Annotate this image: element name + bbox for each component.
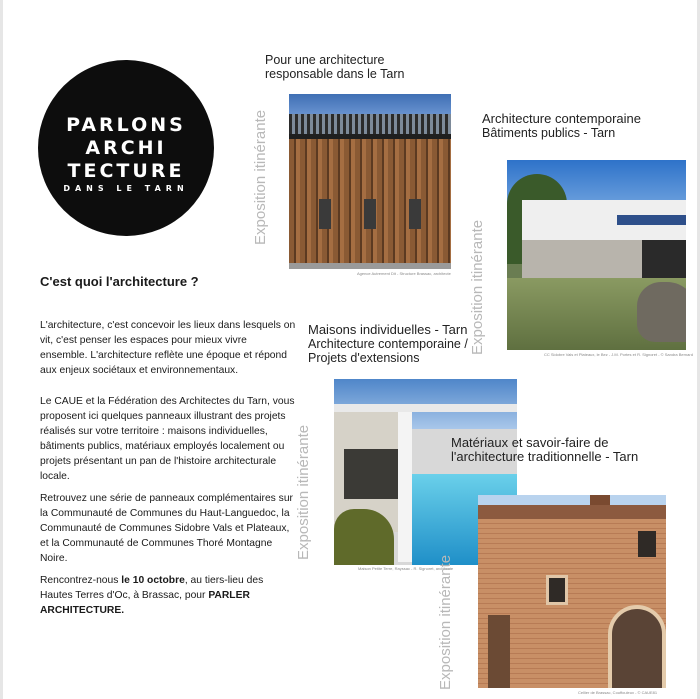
panel-3-title [308, 323, 468, 365]
panel-4-photo [478, 495, 666, 688]
panel-4-title [451, 436, 638, 464]
intro-paragraph-3: Retrouvez une série de panneaux complémentaires sur la Communauté de Communes du Haut-Languedoc, la Communauté de Communes Sidobre Vals et Plateaux, et la Communauté de Communes Thoré Montagne Noire. [40, 493, 293, 564]
panel-2-title-line-1: Architecture contemporaine [482, 111, 641, 126]
panel-3-title-line-1: Maisons individuelles - Tarn [308, 322, 468, 337]
intro-title: C'est quoi l'architecture ? [40, 274, 199, 289]
panel-2-vertical-label: Exposition itinérante [469, 219, 486, 355]
panel-4-title-line-1: Matériaux et savoir-faire de [451, 435, 609, 450]
panel-1-photo [289, 94, 451, 269]
panel-1-vertical-label: Exposition itinérante [252, 109, 269, 245]
intro-paragraph-1: L'architecture, c'est concevoir les lieux dans lesquels on vit, c'est penser les espaces pour mieux vivre ensemble. L'architecture reflète une époque et répond aux enjeux sociétaux et environnementaux. [40, 320, 296, 376]
left-edge [0, 0, 3, 699]
logo [38, 60, 214, 236]
panel-2-caption: CC Sidobre Vals et Plateaux, le Bez - J.M. Portes et R. Signoret - © Sandra Bernard [544, 352, 693, 357]
p4-mid: , au tiers-lieu des Hautes Terres d'Oc, à Brassac, pour [40, 575, 264, 601]
panel-3-caption: Maison Petite Terre, Rayssac - R. Signoret, architecte [358, 566, 454, 571]
panel-3-title-line-3: Projets d'extensions [308, 351, 420, 365]
panel-2-title [482, 112, 641, 140]
p4-pre: Rencontrez-nous [40, 575, 122, 586]
panel-4-caption: Cellier de Brassac, Couffouleux - © CAUE81 [578, 690, 658, 695]
panel-1-title-line-1: Pour une architecture [265, 53, 385, 67]
p4-end: PARLER ARCHITECTURE. [40, 590, 250, 616]
panel-3-vertical-label: Exposition itinérante [295, 424, 312, 560]
logo-line-4: DANS LE TARN [63, 184, 189, 193]
panel-2-title-line-2: Bâtiments publics - Tarn [482, 126, 616, 140]
panel-1-title [265, 53, 404, 81]
logo-line-3: TECTURE [67, 160, 185, 182]
panel-1-title-line-2: responsable dans le Tarn [265, 67, 405, 81]
logo-line-2: ARCHI [85, 137, 167, 159]
logo-line-1: PARLONS [66, 114, 186, 136]
panel-4-vertical-label: Exposition itinérante [437, 554, 454, 690]
panel-3-title-line-2: Architecture contemporaine / [308, 337, 468, 351]
panel-2-photo [507, 160, 686, 350]
intro-paragraph-2: Le CAUE et la Fédération des Architectes du Tarn, vous proposent ici quelques panneaux illustrant des projets réalisés sur votre territoire : maisons individuelles, bâtiments publics, matériaux employés localement ou projets présentant un pan de l'histoire architecturale locale. [40, 396, 295, 482]
intro-paragraph-4 [40, 573, 296, 618]
p4-date: le 10 octobre [121, 575, 185, 586]
panel-1-caption: Agence Autrement Dit - Structure Brassac, architecte [357, 271, 451, 276]
panel-4-title-line-2: l'architecture traditionnelle - Tarn [451, 449, 639, 464]
